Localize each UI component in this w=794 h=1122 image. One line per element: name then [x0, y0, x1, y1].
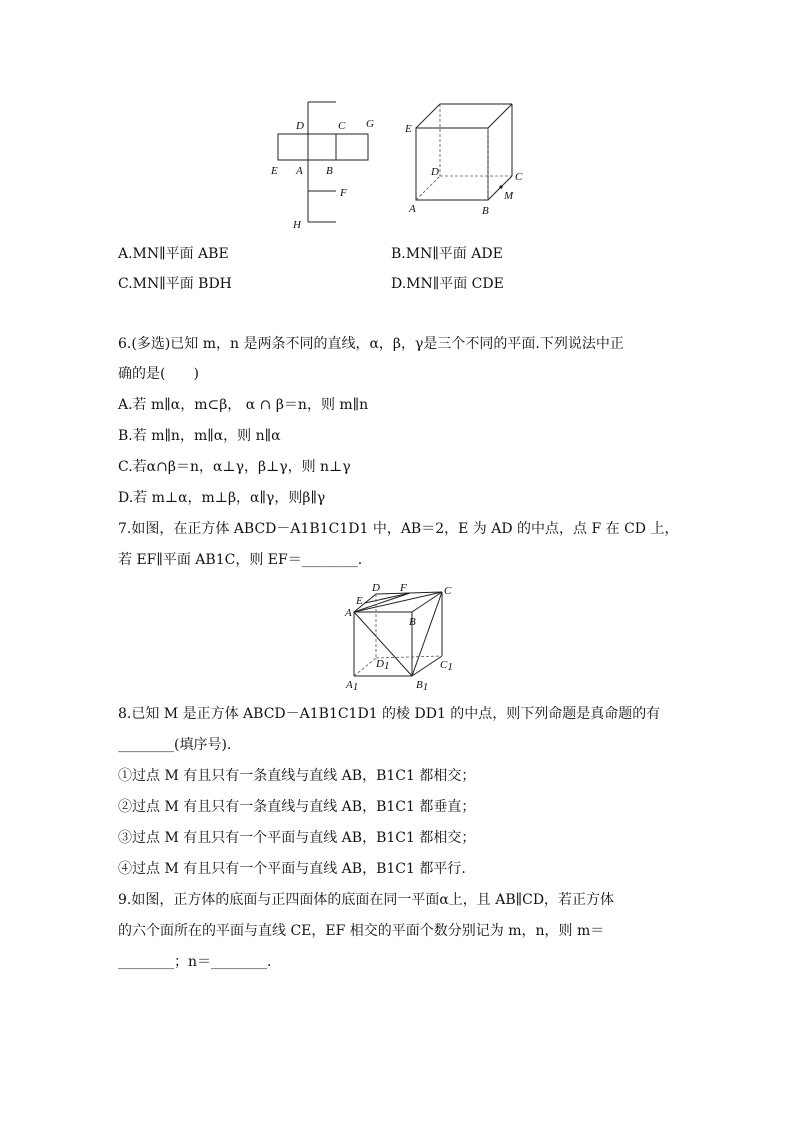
cube-label-D: D	[431, 166, 439, 178]
cube-diagram	[400, 98, 535, 218]
cube-label-B: B	[482, 205, 489, 217]
q9-stem-line-3: ________；n＝________.	[118, 954, 272, 970]
q7-label-A1: A1	[346, 679, 359, 693]
q8-stem-line-2: ________(填序号).	[118, 737, 232, 753]
q6-stem-line-2: 确的是( )	[118, 366, 199, 382]
cube-label-C: C	[515, 171, 523, 183]
cube-net-figure	[268, 98, 380, 233]
cube-label-E: E	[405, 123, 412, 135]
q6-option-c: C.若α∩β＝n，α⊥γ，β⊥γ，则 n⊥γ	[118, 459, 351, 475]
q7-label-B: B	[409, 616, 416, 628]
q7-cube-figure	[340, 580, 460, 695]
net-label-D: D	[296, 120, 304, 132]
q7-stem-line-1: 7.如图，在正方体 ABCD－A1B1C1D1 中，AB＝2，E 为 AD 的中点，点 F 在 CD 上，	[118, 521, 679, 537]
q5-option-b: B.MN∥平面 ADE	[391, 246, 503, 262]
q7-cube-diagram	[340, 580, 460, 695]
net-label-B: B	[326, 165, 333, 177]
q7-label-C1: C1	[440, 659, 453, 673]
q7-label-F: F	[400, 582, 407, 594]
q7-label-D: D	[372, 582, 380, 594]
cube-figure	[400, 98, 535, 218]
q7-label-A: A	[345, 607, 352, 619]
q8-item-2: ②过点 M 有且只有一条直线与直线 AB，B1C1 都垂直；	[118, 799, 476, 815]
net-label-G: G	[366, 118, 374, 130]
q7-label-B1: B1	[416, 679, 429, 693]
q6-option-d: D.若 m⊥α，m⊥β，α∥γ，则β∥γ	[118, 490, 326, 506]
cube-label-M: M	[504, 190, 514, 202]
q9-stem-line-1: 9.如图，正方体的底面与正四面体的底面在同一平面α上，且 AB∥CD，若正方体	[118, 892, 615, 908]
q5-option-d: D.MN∥平面 CDE	[391, 276, 504, 292]
cube-net-diagram	[268, 98, 380, 233]
q7-label-D1: D1	[376, 658, 390, 672]
q7-label-C: C	[444, 585, 452, 597]
q5-option-c: C.MN∥平面 BDH	[118, 276, 232, 292]
q8-item-1: ①过点 M 有且只有一条直线与直线 AB，B1C1 都相交；	[118, 768, 476, 784]
q6-stem-line-1: 6.(多选)已知 m，n 是两条不同的直线，α，β，γ是三个不同的平面.下列说法中正	[118, 336, 624, 352]
q8-stem-line-1: 8.已知 M 是正方体 ABCD－A1B1C1D1 的棱 DD1 的中点，则下列命题是真命题的有	[118, 706, 661, 722]
net-label-E: E	[271, 165, 278, 177]
cube-label-A: A	[409, 203, 416, 215]
net-label-A: A	[296, 165, 303, 177]
net-label-C: C	[338, 120, 346, 132]
q5-option-a: A.MN∥平面 ABE	[118, 246, 229, 262]
q7-stem-line-2: 若 EF∥平面 AB1C，则 EF＝________.	[118, 552, 363, 568]
net-label-H: H	[293, 219, 301, 231]
point-M	[499, 185, 502, 188]
net-label-F: F	[340, 187, 347, 199]
q8-item-3: ③过点 M 有且只有一个平面与直线 AB，B1C1 都相交；	[118, 830, 476, 846]
q9-stem-line-2: 的六个面所在的平面与直线 CE，EF 相交的平面个数分别记为 m，n，则 m＝	[118, 923, 605, 939]
q6-option-b: B.若 m∥n，m∥α，则 n∥α	[118, 428, 281, 444]
q8-item-4: ④过点 M 有且只有一个平面与直线 AB，B1C1 都平行.	[118, 861, 466, 877]
q7-label-E: E	[356, 595, 363, 607]
q6-option-a: A.若 m∥α，m⊂β， α ∩ β＝n，则 m∥n	[118, 397, 369, 413]
